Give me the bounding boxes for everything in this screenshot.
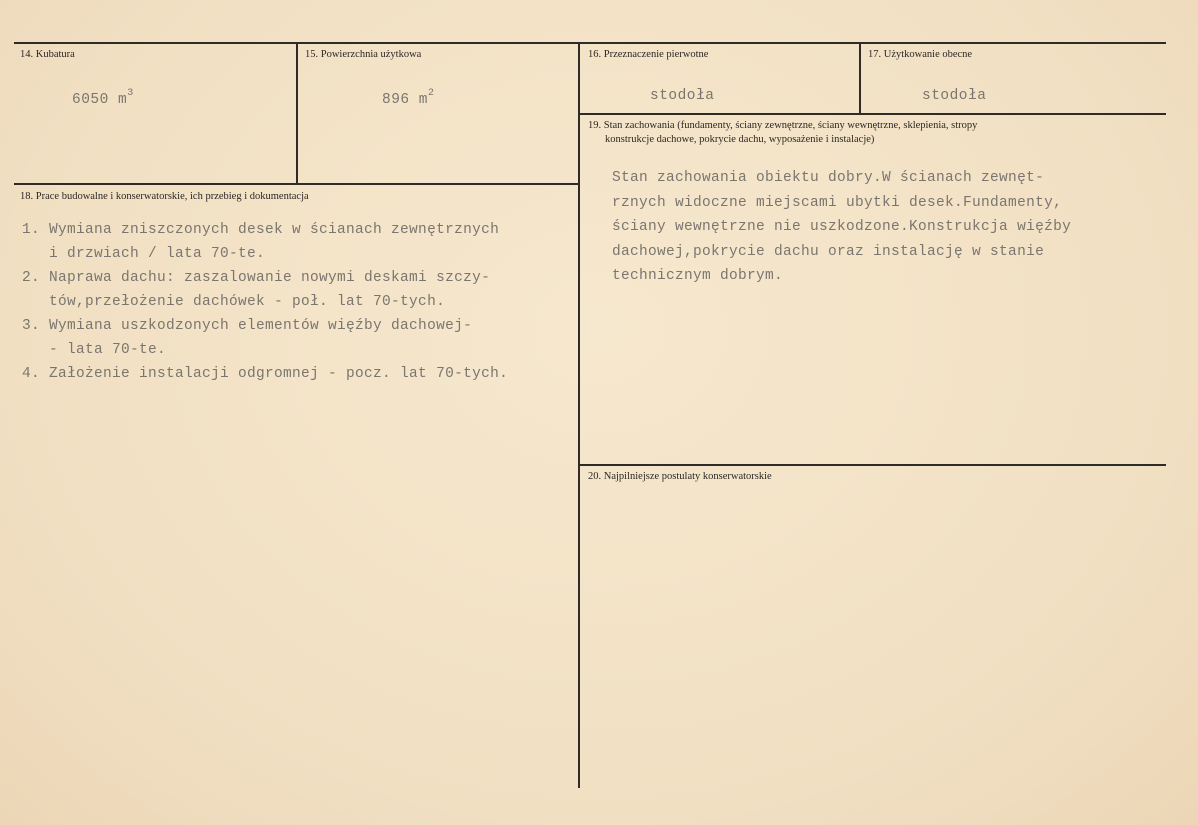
rule-section20 (580, 464, 1166, 466)
field-19-label-line1: 19. Stan zachowania (fundamenty, ściany zewnętrzne, ściany wewnętrzne, sklepienia, stropy (588, 120, 978, 131)
field-18-line: i drzwiach / lata 70-te. (22, 246, 266, 262)
field-18-label: 18. Prace budowalne i konserwatorskie, ich przebieg i dokumentacja (20, 191, 309, 202)
field-15-value: 896 $m^2$ (382, 88, 435, 108)
field-18-line: 2. Naprawa dachu: zaszalowanie nowymi deskami szczy- (22, 270, 491, 286)
field-18-line: 3. Wymiana uszkodzonych elementów więźby dachowej- (22, 318, 473, 334)
field-20-label: 20. Najpilniejsze postulaty konserwatorskie (588, 471, 772, 482)
field-18-line: - lata 70-te. (22, 342, 167, 358)
divider-16-17 (859, 42, 861, 114)
field-18-line: 4. Założenie instalacji odgromnej - pocz. lat 70-tych. (22, 366, 509, 382)
field-19-line: ściany wewnętrzne nie uszkodzone.Konstrukcja więźby (612, 219, 1072, 235)
field-18-line: 1. Wymiana zniszczonych desek w ścianach zewnętrznych (22, 222, 500, 238)
field-16-label: 16. Przeznaczenie pierwotne (588, 49, 709, 60)
field-16-value: stodoła (650, 88, 715, 104)
field-19-label-line2: konstrukcje dachowe, pokrycie dachu, wyposażenie i instalacje) (605, 134, 875, 145)
rule-row1-right (580, 113, 1166, 115)
field-17-value: stodoła (922, 88, 987, 104)
field-19-line: rznych widoczne miejscami ubytki desek.Fundamenty, (612, 194, 1063, 211)
field-17-label: 17. Użytkowanie obecne (868, 49, 973, 60)
field-14-label: 14. Kubatura (20, 49, 75, 60)
field-15-label: 15. Powierzchnia użytkowa (305, 49, 422, 60)
field-19-text (612, 166, 1132, 289)
field-19-line: dachowej,pokrycie dachu oraz instalację w stanie (612, 243, 1045, 260)
field-18-line: tów,przełożenie dachówek - poł. lat 70-tych. (22, 294, 446, 310)
field-19-line: technicznym dobrym. (612, 268, 784, 284)
field-18-entries (22, 218, 508, 386)
divider-main (578, 42, 580, 788)
field-14-value: 6050 $m^3$ (72, 88, 134, 108)
field-19-line: Stan zachowania obiektu dobry.W ścianach zewnęt- (612, 170, 1045, 186)
top-rule (14, 42, 1166, 44)
divider-14-15 (296, 42, 298, 184)
